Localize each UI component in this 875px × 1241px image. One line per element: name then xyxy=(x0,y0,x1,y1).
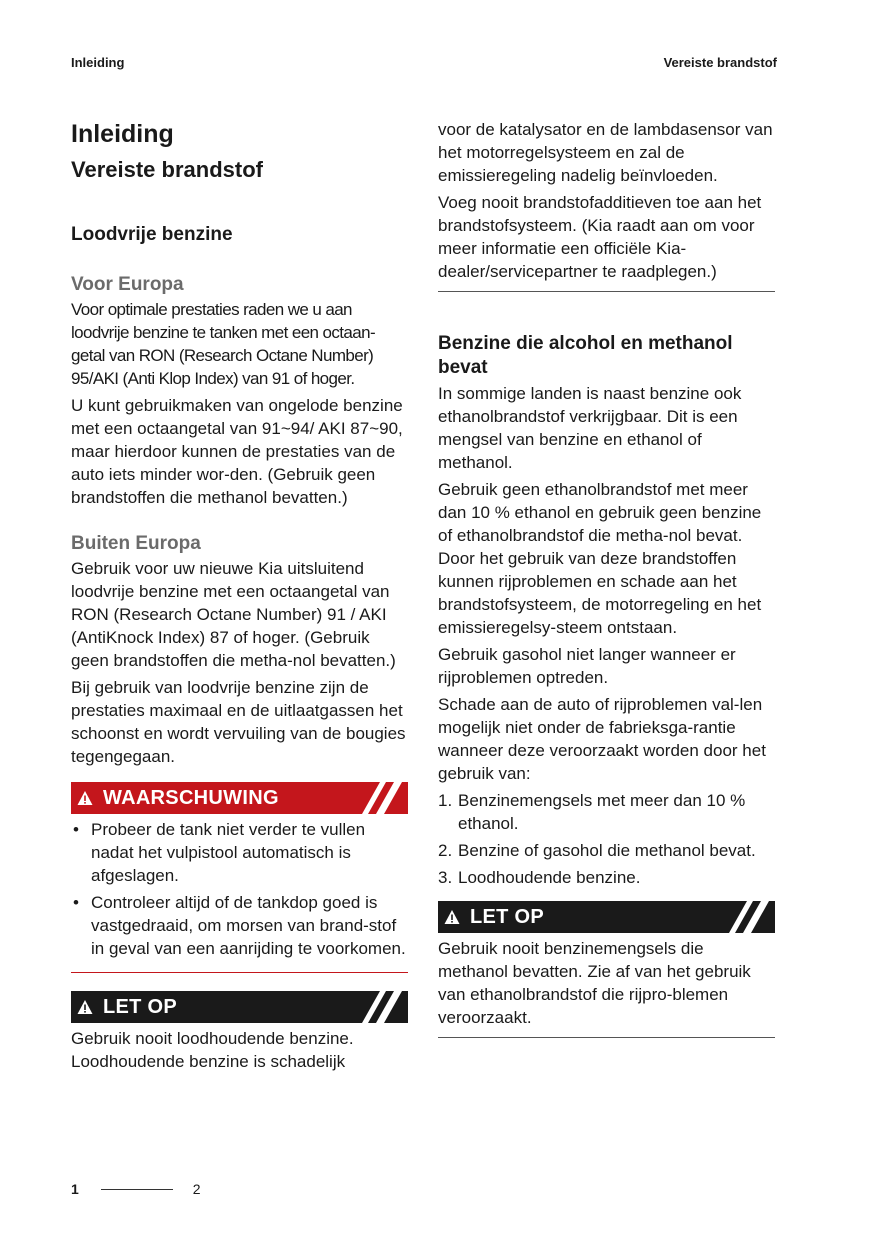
numbered-list-item: 2. Benzine of gasohol die methanol bevat. xyxy=(438,841,756,860)
decorative-slash-icon xyxy=(354,782,402,814)
running-header-left: Inleiding xyxy=(71,55,125,70)
caution-banner xyxy=(71,991,408,1023)
caution-text: Gebruik nooit loodhoudende benzine. Loodhoudende benzine is schadelijk xyxy=(71,1029,354,1071)
page-number: 2 xyxy=(192,1181,201,1197)
footer-separator xyxy=(101,1189,173,1190)
bullet-icon: • xyxy=(73,893,79,912)
paragraph-continued-1: voor de katalysator en de lambdasensor van het motorregelsysteem en zal de emissieregeling nadelig beïnvloeden. xyxy=(438,120,773,185)
paragraph-europe-1: Voor optimale prestaties raden we u aan loodvrije benzine te tanken met een octaan-getal van RON (Research Octane Number) 95/AKI (Anti Klop Index) van 91 of hoger. xyxy=(71,300,376,388)
numbered-list-item: 1. Benzinemengsels met meer dan 10 % ethanol. xyxy=(438,791,746,833)
paragraph-alcohol-4: Schade aan de auto of rijproblemen val-len mogelijk niet onder de fabrieksga-rantie wanneer deze veroorzaakt worden door het gebruik van: xyxy=(438,695,766,783)
paragraph-alcohol-1: In sommige landen is naast benzine ook ethanolbrandstof verkrijgbaar. Dit is een mengsel van benzine en ethanol of methanol. xyxy=(438,384,742,472)
decorative-slash-icon xyxy=(354,991,402,1023)
numbered-list-item: 3. Loodhoudende benzine. xyxy=(438,868,641,887)
paragraph-alcohol-3: Gebruik gasohol niet langer wanneer er rijproblemen optreden. xyxy=(438,645,736,687)
paragraph-outside-europe-2: Bij gebruik van loodvrije benzine zijn de prestaties maximaal en de uitlaatgassen het schoonst en wordt vervuiling van de bougies tegengegaan. xyxy=(71,678,406,766)
caution-divider xyxy=(438,1037,775,1038)
warning-list-item: • Probeer de tank niet verder te vullen nadat het vulpistool automatisch is afgeslagen. xyxy=(73,820,366,885)
bullet-icon: • xyxy=(73,820,79,839)
section-heading-alcohol: Benzine die alcohol en methanol bevat xyxy=(438,333,733,378)
running-header-right: Vereiste brandstof xyxy=(663,55,777,70)
warning-divider xyxy=(71,972,408,973)
right-column xyxy=(438,118,775,1038)
page-title: Inleiding xyxy=(71,120,174,148)
caution-label: LET OP xyxy=(470,905,545,928)
numbered-list xyxy=(438,789,775,889)
warning-list-item: • Controleer altijd of de tankdop goed is vastgedraaid, om morsen van brand-stof in geval van een aanrijding te voorkomen. xyxy=(73,893,406,958)
warning-label: WAARSCHUWING xyxy=(103,786,279,809)
paragraph-europe-2: U kunt gebruikmaken van ongelode benzine met een octaangetal van 91~94/ AKI 87~90, maar hierdoor kunnen de prestaties van de auto iets minder wor-den. (Gebruik geen brandstoffen die methanol bevatten.) xyxy=(71,396,403,507)
page-footer xyxy=(71,1181,201,1197)
warning-list xyxy=(71,818,408,960)
decorative-slash-icon xyxy=(721,901,769,933)
section-heading-unleaded: Loodvrije benzine xyxy=(71,224,233,245)
caution-label: LET OP xyxy=(103,995,178,1018)
section-divider xyxy=(438,291,775,292)
warning-triangle-icon xyxy=(77,999,93,1015)
warning-triangle-icon xyxy=(77,790,93,806)
paragraph-continued-2: Voeg nooit brandstofadditieven toe aan het brandstofsysteem. (Kia raadt aan om voor meer informatie een officiële Kia-dealer/servicepartner te raadplegen.) xyxy=(438,193,762,281)
paragraph-alcohol-2: Gebruik geen ethanolbrandstof met meer dan 10 % ethanol en gebruik geen benzine of ethanolbrandstof die metha-nol bevat. Door het gebruik van deze brandstoffen kunnen rijproblemen en schade aan het brandstofsysteem, de motorregeling en het emissieregelsy-steem ontstaan. xyxy=(438,480,762,637)
chapter-number: 1 xyxy=(71,1181,79,1197)
caution-text-right: Gebruik nooit benzinemengsels die methanol bevatten. Zie af van het gebruik van ethanolbrandstof die rijpro-blemen veroorzaakt. xyxy=(438,939,751,1027)
left-column xyxy=(71,118,408,1077)
paragraph-outside-europe-1: Gebruik voor uw nieuwe Kia uitsluitend loodvrije benzine met een octaangetal van RON (Research Octane Number) 91 / AKI (AntiKnock Index) 87 of hoger. (Gebruik geen brandstoffen die metha-nol bevatten.) xyxy=(71,559,396,670)
warning-banner xyxy=(71,782,408,814)
subheading-europe: Voor Europa xyxy=(71,274,184,295)
caution-banner-right xyxy=(438,901,775,933)
subheading-outside-europe: Buiten Europa xyxy=(71,533,201,554)
page-subtitle: Vereiste brandstof xyxy=(71,157,263,182)
warning-triangle-icon xyxy=(444,909,460,925)
